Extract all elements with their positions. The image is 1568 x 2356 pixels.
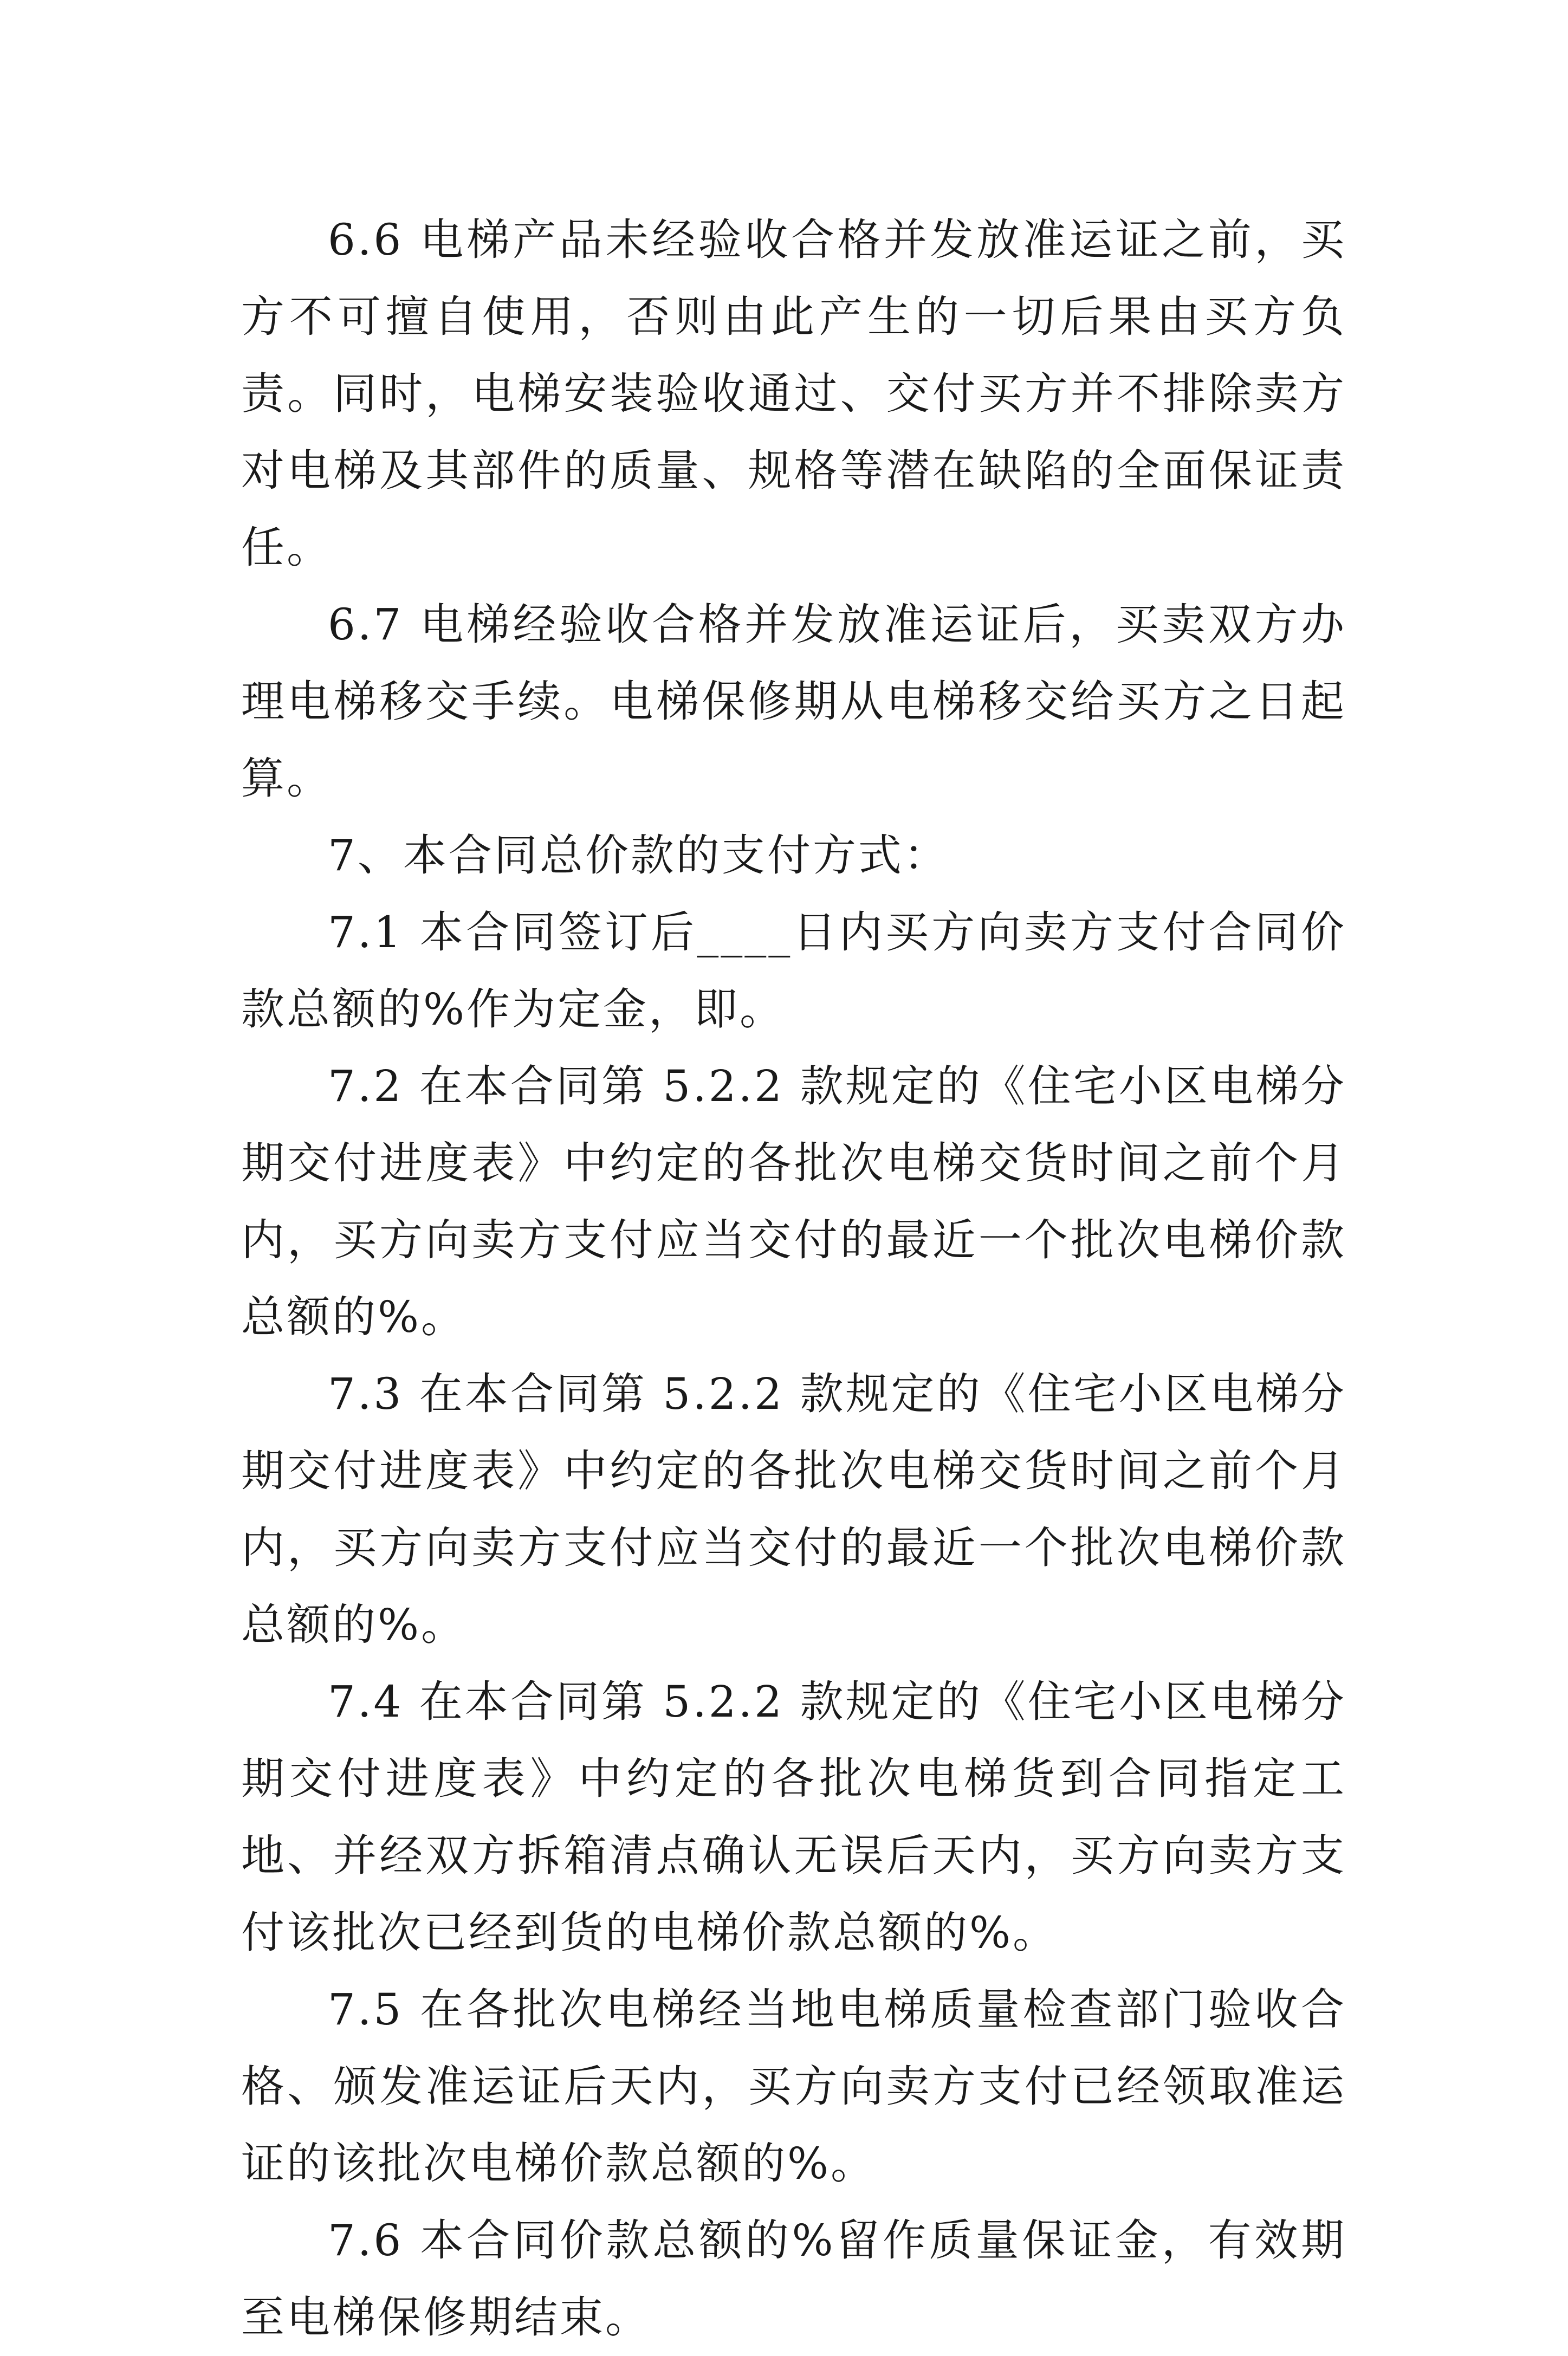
- clause-7-6: 7.6 本合同价款总额的%留作质量保证金，有效期至电梯保修期结束。: [241, 2215, 1346, 2342]
- clause-7-2: 7.2 在本合同第 5.2.2 款规定的《住宅小区电梯分期交付进度表》中约定的各批次电梯交货时间之前个月内，买方向卖方支付应当交付的最近一个批次电梯价款总额的%。: [241, 1061, 1346, 1342]
- clause-7-1: 7.1 本合同签订后____日内买方向卖方支付合同价款总额的%作为定金，即。: [241, 907, 1346, 1034]
- section-7-heading: 7、本合同总价款的支付方式：: [328, 830, 949, 881]
- clause-6-7: 6.7 电梯经验收合格并发放准运证后，买卖双方办理电梯移交手续。电梯保修期从电梯移交给买方之日起算。: [241, 599, 1346, 804]
- document-body: [241, 202, 1346, 2356]
- clause-6-6: 6.6 电梯产品未经验收合格并发放准运证之前，买方不可擅自使用，否则由此产生的一切后果由买方负责。同时，电梯安装验收通过、交付买方并不排除卖方对电梯及其部件的质量、规格等潜在缺陷的全面保证责任。: [241, 215, 1346, 573]
- clause-7-5: 7.5 在各批次电梯经当地电梯质量检查部门验收合格、颁发准运证后天内，买方向卖方支付已经领取准运证的该批次电梯价款总额的%。: [241, 1984, 1346, 2189]
- clause-7-4: 7.4 在本合同第 5.2.2 款规定的《住宅小区电梯分期交付进度表》中约定的各批次电梯货到合同指定工地、并经双方拆箱清点确认无误后天内，买方向卖方支付该批次已经到货的电梯价款总额的%。: [241, 1677, 1346, 1958]
- clause-7-3: 7.3 在本合同第 5.2.2 款规定的《住宅小区电梯分期交付进度表》中约定的各批次电梯交货时间之前个月内，买方向卖方支付应当交付的最近一个批次电梯价款总额的%。: [241, 1369, 1346, 1650]
